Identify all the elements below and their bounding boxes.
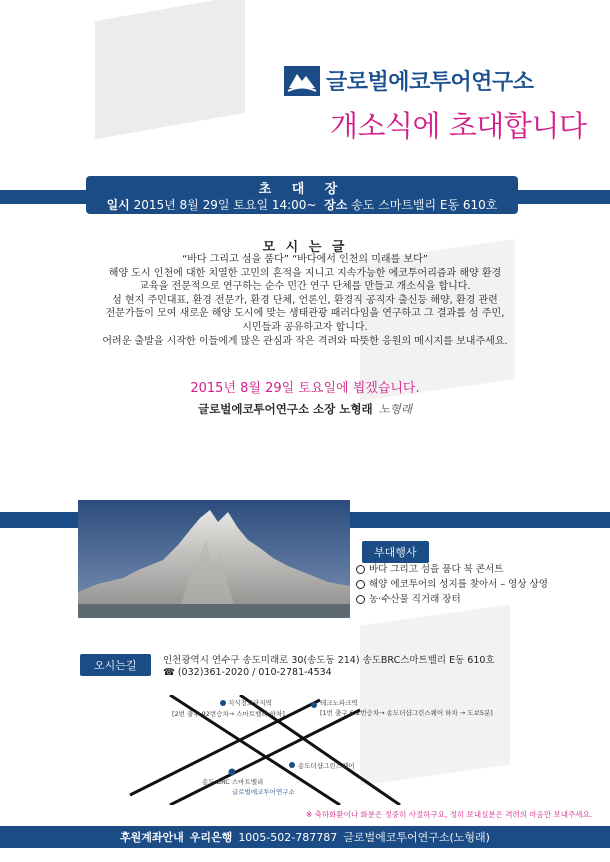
footer-bank: 우리은행	[189, 831, 233, 844]
footer-label: 후원계좌안내	[120, 831, 184, 844]
gift-note: ※ 축하화환이나 화분은 정중히 사절하구요, 정히 보내실분은 격려의 마음만 보내주세요.	[306, 810, 593, 819]
date-label: 일시	[106, 198, 130, 212]
event-item: 바다 그리고 섬을 품다 북 콘서트	[356, 562, 548, 577]
map-label-station1: 지식정보단지역	[228, 699, 272, 707]
footer-account: 1005-502-787787	[238, 830, 338, 844]
events-list	[356, 562, 548, 607]
org-name: 글로벌에코투어연구소	[326, 70, 534, 95]
map-label-station2: 테크노파크역	[320, 699, 358, 707]
watermark-shape-top-left	[95, 0, 245, 139]
greeting-line: 섬 현지 주민대표, 환경 전문가, 환경 단체, 언론인, 환경직 공직자 출신등 해양, 환경 관련	[112, 294, 498, 306]
greeting-line: 어려운 출발을 시작한 이들에게 많은 관심과 작은 격려와 따뜻한 응원의 메시지를 보내주세요.	[102, 335, 508, 347]
map-label-destination: 송도 BRC 스마트밸리	[202, 778, 264, 786]
footer-holder: 글로벌에코투어연구소(노형래)	[343, 831, 490, 844]
address-block	[163, 655, 495, 679]
map-label-bus2: [1번 출구 6-2번승차→ 송도더샵그린스퀘어 하차 → 도보5분]	[320, 709, 493, 717]
address: 인천광역시 연수구 송도미래로 30(송도동 214) 송도BRC스마트밸리 E동 610호	[163, 655, 495, 666]
map-label-green-square: 송도더샵그린스퀘어	[298, 762, 355, 770]
map-label-bus1: [2번 출구 92번승차→ 스마트밸리 하차]	[172, 710, 285, 718]
event-date-line: 2015년 8월 29일 토요일에 뵙겠습니다.	[190, 381, 420, 396]
date-value: 2015년 8월 29일 토요일 14:00~	[133, 198, 317, 212]
invitation-title: 초 대 장	[258, 182, 346, 197]
circle-bullet-icon	[356, 565, 365, 574]
signer-name: 글로벌에코투어연구소 소장 노형래	[198, 402, 373, 416]
place-value: 송도 스마트밸리 E동 610호	[351, 198, 498, 212]
greeting-line: 시민들과 공유하고자 합니다.	[242, 321, 368, 333]
directions-label: 오시는길	[80, 654, 151, 676]
invitation-info	[86, 196, 518, 213]
greeting-line: 전문가들이 모여 새로운 해양 도시에 맞는 생태관광 패러다임을 연구하고 그 결과를 섬 주민,	[105, 308, 505, 320]
mountain-logo-icon	[284, 66, 320, 96]
phone: ☎ (032)361-2020 / 010-2781-4534	[163, 667, 332, 678]
signer-line	[0, 401, 610, 417]
signature: 노형래	[378, 402, 412, 416]
events-label: 부대행사	[362, 541, 429, 563]
donation-footer	[0, 826, 610, 848]
mountain-photo-graphic	[78, 500, 350, 618]
headline: 개소식에 초대합니다	[330, 109, 587, 143]
greeting-title: 모 시 는 글	[262, 240, 348, 255]
mountain-photo	[78, 500, 350, 618]
greeting-line: 교육을 전문적으로 연구하는 순수 민간 연구 단체를 만들고 개소식을 합니다.	[139, 281, 471, 293]
circle-bullet-icon	[356, 595, 365, 604]
org-logo-row	[284, 65, 534, 96]
place-label: 장소	[324, 198, 348, 212]
map-label-dest-sub: 글로벌에코투어연구소	[232, 788, 295, 796]
directions-map	[110, 695, 610, 805]
circle-bullet-icon	[356, 580, 365, 589]
greeting-line: “바다 그리고 섬을 품다” “바다에서 인천의 미래를 보다”	[182, 254, 428, 265]
greeting-line: 해양 도시 인천에 대한 치열한 고민의 흔적을 지니고 지속가능한 에코투어리즘과 해양 환경	[108, 267, 502, 279]
greeting-body	[40, 253, 570, 348]
bar-left-strip	[0, 190, 86, 204]
event-item: 해양 에코투어의 성지를 찾아서 – 영상 상영	[356, 577, 548, 592]
bar-right-strip	[518, 190, 610, 204]
event-item: 농·수산물 직거래 장터	[356, 592, 548, 607]
